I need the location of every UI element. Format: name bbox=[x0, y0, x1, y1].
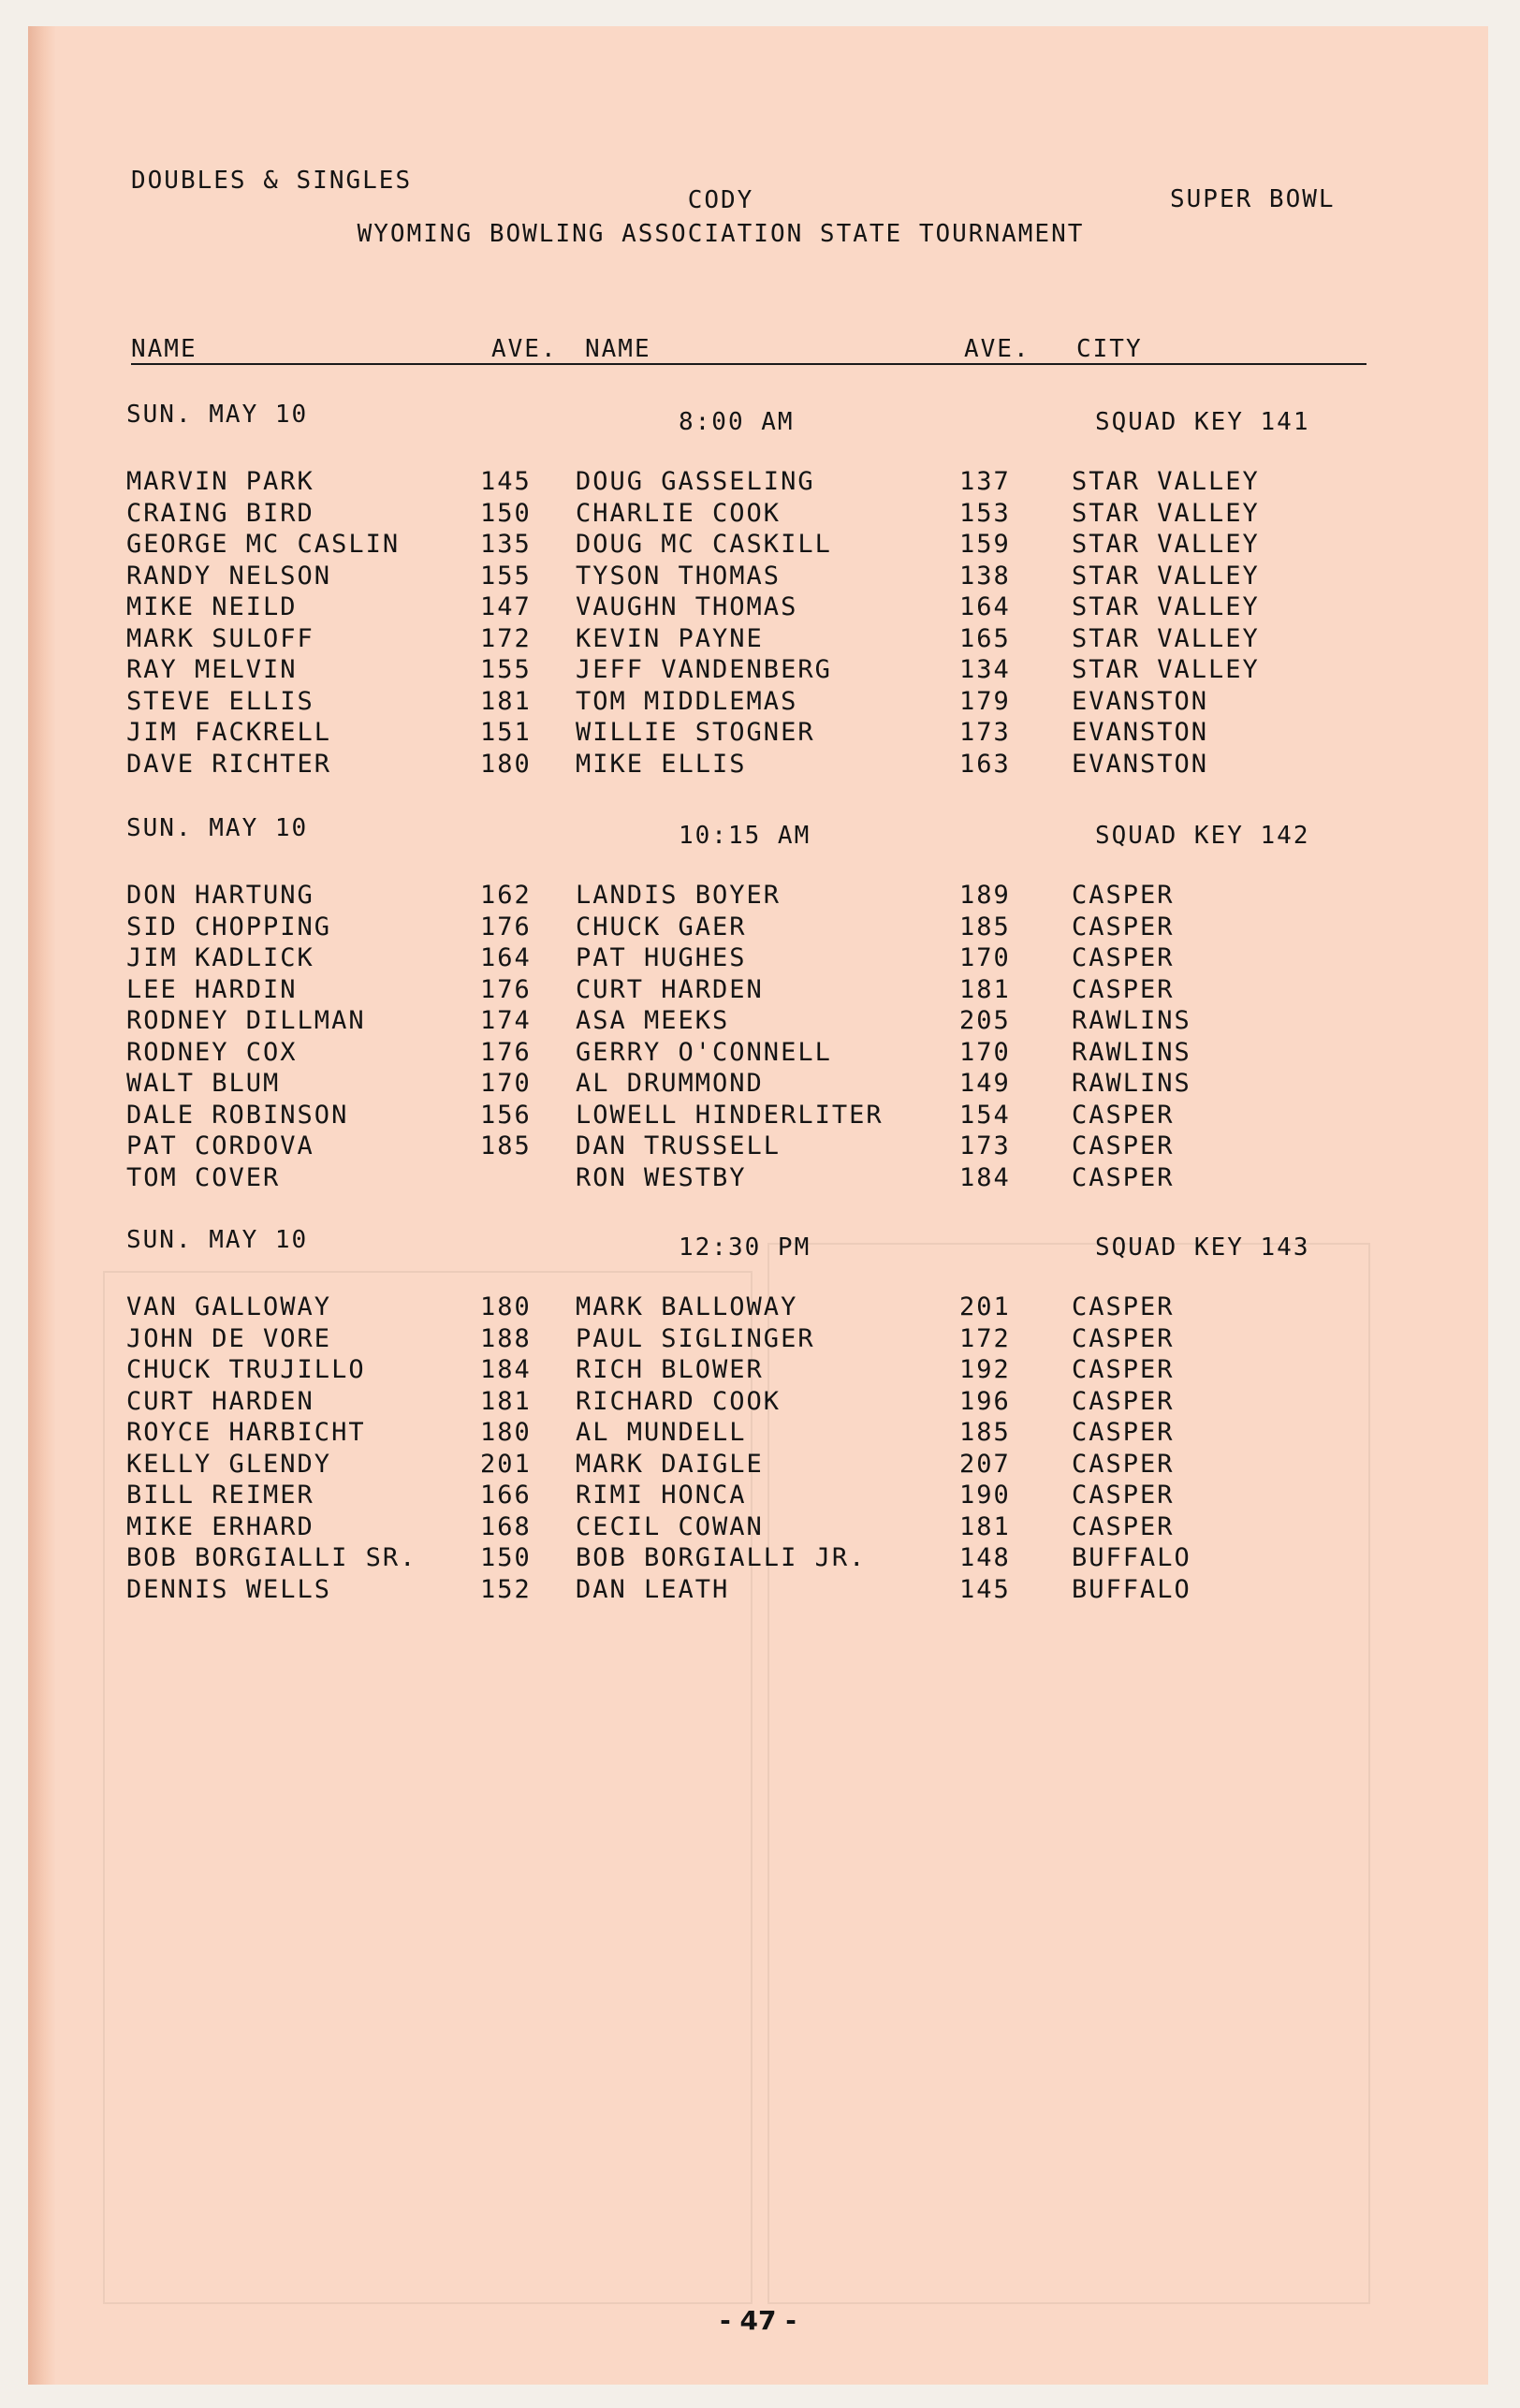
header-venue: SUPER BOWL bbox=[1170, 185, 1336, 213]
team-city: STAR VALLEY bbox=[1072, 561, 1260, 591]
bowler-name-2: MIKE ELLIS bbox=[576, 749, 747, 779]
header-tournament: WYOMING BOWLING ASSOCIATION STATE TOURNAMENT bbox=[357, 220, 1085, 248]
bowler-average-2: 184 bbox=[959, 1162, 1011, 1192]
bowler-average-1: 184 bbox=[480, 1355, 532, 1385]
squad-day: SUN. MAY 10 bbox=[126, 814, 309, 842]
bowler-average-1: 201 bbox=[480, 1449, 532, 1479]
bowler-average-1: 176 bbox=[480, 1037, 532, 1067]
bowler-average-1: 156 bbox=[480, 1100, 532, 1130]
bowler-name-2: ASA MEEKS bbox=[576, 1006, 730, 1036]
team-city: CASPER bbox=[1072, 1449, 1175, 1479]
team-city: CASPER bbox=[1072, 1418, 1175, 1448]
team-city: RAWLINS bbox=[1072, 1006, 1191, 1036]
team-city: CASPER bbox=[1072, 1355, 1175, 1385]
table-row bbox=[126, 1131, 1371, 1162]
team-city: CASPER bbox=[1072, 1481, 1175, 1510]
bowler-average-2: 163 bbox=[959, 749, 1011, 779]
bowler-name-2: BOB BORGIALLI JR. bbox=[576, 1543, 867, 1573]
page-sheet bbox=[28, 26, 1488, 2385]
bowler-average-2: 170 bbox=[959, 943, 1011, 973]
bowler-name-1: BILL REIMER bbox=[126, 1481, 314, 1510]
bowler-name-1: DAVE RICHTER bbox=[126, 749, 332, 779]
table-row bbox=[126, 1037, 1371, 1069]
squad-block bbox=[126, 401, 1371, 780]
bowler-average-2: 201 bbox=[959, 1292, 1011, 1322]
bowler-name-2: DOUG MC CASKILL bbox=[576, 530, 832, 560]
bowler-average-2: 190 bbox=[959, 1481, 1011, 1510]
bowler-average-2: 173 bbox=[959, 1131, 1011, 1161]
team-city: CASPER bbox=[1072, 943, 1175, 973]
bowler-average-1: 172 bbox=[480, 623, 532, 653]
bowler-average-2: 185 bbox=[959, 912, 1011, 941]
bowler-name-1: DALE ROBINSON bbox=[126, 1100, 349, 1130]
squad-block bbox=[126, 814, 1371, 1193]
bowler-name-1: CRAING BIRD bbox=[126, 498, 314, 528]
bowler-average-2: 137 bbox=[959, 467, 1011, 497]
table-row bbox=[126, 466, 1371, 498]
header-event-type: DOUBLES & SINGLES bbox=[131, 167, 413, 195]
bowler-name-1: MARVIN PARK bbox=[126, 467, 314, 497]
table-row bbox=[126, 1323, 1371, 1355]
col-city: CITY bbox=[1076, 335, 1143, 363]
bowler-average-1: 150 bbox=[480, 1543, 532, 1573]
bowler-average-1: 155 bbox=[480, 561, 532, 591]
team-city: EVANSTON bbox=[1072, 718, 1209, 748]
bowler-name-2: GERRY O'CONNELL bbox=[576, 1037, 832, 1067]
bowler-average-1: 176 bbox=[480, 974, 532, 1004]
bowler-name-1: STEVE ELLIS bbox=[126, 686, 314, 716]
bowler-average-1: 188 bbox=[480, 1323, 532, 1353]
bowler-average-2: 170 bbox=[959, 1037, 1011, 1067]
team-city: RAWLINS bbox=[1072, 1037, 1191, 1067]
bowler-name-2: DAN TRUSSELL bbox=[576, 1131, 782, 1161]
bowler-name-2: LOWELL HINDERLITER bbox=[576, 1100, 884, 1130]
bowler-name-2: PAUL SIGLINGER bbox=[576, 1323, 815, 1353]
bowler-name-2: CHARLIE COOK bbox=[576, 498, 782, 528]
table-row bbox=[126, 717, 1371, 749]
table-row bbox=[126, 1574, 1371, 1606]
bowler-name-1: KELLY GLENDY bbox=[126, 1449, 332, 1479]
bowler-average-2: 145 bbox=[959, 1574, 1011, 1604]
squad-key: SQUAD KEY 142 bbox=[1095, 822, 1310, 850]
bowler-average-2: 181 bbox=[959, 974, 1011, 1004]
bowler-name-2: AL DRUMMOND bbox=[576, 1069, 764, 1099]
bowler-average-1: 170 bbox=[480, 1069, 532, 1099]
bowler-average-1: 150 bbox=[480, 498, 532, 528]
bowler-name-2: RIMI HONCA bbox=[576, 1481, 747, 1510]
bowler-average-1: 162 bbox=[480, 881, 532, 911]
team-city: CASPER bbox=[1072, 1386, 1175, 1416]
bowler-name-2: RON WESTBY bbox=[576, 1162, 747, 1192]
bowler-name-1: MIKE NEILD bbox=[126, 592, 298, 622]
table-row bbox=[126, 498, 1371, 530]
bowler-average-2: 207 bbox=[959, 1449, 1011, 1479]
team-city: STAR VALLEY bbox=[1072, 530, 1260, 560]
bowler-name-2: RICH BLOWER bbox=[576, 1355, 764, 1385]
bowler-name-2: WILLIE STOGNER bbox=[576, 718, 815, 748]
bowler-average-1: 180 bbox=[480, 1418, 532, 1448]
bowler-average-2: 165 bbox=[959, 623, 1011, 653]
team-city: STAR VALLEY bbox=[1072, 623, 1260, 653]
bowler-average-1: 181 bbox=[480, 1386, 532, 1416]
bowler-average-1: 174 bbox=[480, 1006, 532, 1036]
bowler-average-1: 180 bbox=[480, 1292, 532, 1322]
col-name-2: NAME bbox=[585, 335, 651, 363]
bowler-average-2: 185 bbox=[959, 1418, 1011, 1448]
bowler-name-1: LEE HARDIN bbox=[126, 974, 298, 1004]
bowler-name-1: RODNEY COX bbox=[126, 1037, 298, 1067]
bowler-name-2: DOUG GASSELING bbox=[576, 467, 815, 497]
bowler-average-1: 180 bbox=[480, 749, 532, 779]
bowler-average-2: 173 bbox=[959, 718, 1011, 748]
bowler-name-1: MIKE ERHARD bbox=[126, 1511, 314, 1541]
col-name-1: NAME bbox=[131, 335, 197, 363]
bowler-name-1: CURT HARDEN bbox=[126, 1386, 314, 1416]
page-number: - 47 - bbox=[720, 2305, 797, 2336]
bowler-name-2: CURT HARDEN bbox=[576, 974, 764, 1004]
bowler-name-2: TOM MIDDLEMAS bbox=[576, 686, 798, 716]
team-city: CASPER bbox=[1072, 1131, 1175, 1161]
bowler-average-2: 205 bbox=[959, 1006, 1011, 1036]
bowler-average-2: 189 bbox=[959, 881, 1011, 911]
team-city: CASPER bbox=[1072, 1162, 1175, 1192]
team-city: STAR VALLEY bbox=[1072, 467, 1260, 497]
table-row bbox=[126, 623, 1371, 655]
team-city: STAR VALLEY bbox=[1072, 592, 1260, 622]
squad-time: 12:30 PM bbox=[679, 1233, 811, 1262]
bowler-average-2: 148 bbox=[959, 1543, 1011, 1573]
bowler-name-1: RAY MELVIN bbox=[126, 655, 298, 685]
team-city: CASPER bbox=[1072, 1323, 1175, 1353]
header-city: CODY bbox=[687, 186, 754, 214]
bowler-name-1: RANDY NELSON bbox=[126, 561, 332, 591]
team-city: BUFFALO bbox=[1072, 1574, 1191, 1604]
squad-heading bbox=[126, 1226, 1371, 1292]
table-row bbox=[126, 749, 1371, 781]
squad-heading bbox=[126, 814, 1371, 880]
bowler-average-2: 149 bbox=[959, 1069, 1011, 1099]
bowler-average-2: 192 bbox=[959, 1355, 1011, 1385]
table-row bbox=[126, 1386, 1371, 1418]
team-city: CASPER bbox=[1072, 974, 1175, 1004]
bowler-name-2: MARK DAIGLE bbox=[576, 1449, 764, 1479]
bowler-average-1: 151 bbox=[480, 718, 532, 748]
squad-heading bbox=[126, 401, 1371, 466]
bowler-name-1: CHUCK TRUJILLO bbox=[126, 1355, 366, 1385]
bowler-name-1: PAT CORDOVA bbox=[126, 1131, 314, 1161]
team-city: STAR VALLEY bbox=[1072, 498, 1260, 528]
bowler-name-1: DENNIS WELLS bbox=[126, 1574, 332, 1604]
header-title bbox=[300, 183, 1142, 251]
bowler-average-2: 196 bbox=[959, 1386, 1011, 1416]
bowler-average-1: 145 bbox=[480, 467, 532, 497]
table-row bbox=[126, 1005, 1371, 1037]
table-row bbox=[126, 654, 1371, 686]
team-city: CASPER bbox=[1072, 1292, 1175, 1322]
bowler-name-1: DON HARTUNG bbox=[126, 881, 314, 911]
bowler-average-2: 164 bbox=[959, 592, 1011, 622]
table-row bbox=[126, 1292, 1371, 1323]
team-city: CASPER bbox=[1072, 912, 1175, 941]
bowler-name-2: AL MUNDELL bbox=[576, 1418, 747, 1448]
squad-key: SQUAD KEY 141 bbox=[1095, 408, 1310, 436]
bowler-name-1: VAN GALLOWAY bbox=[126, 1292, 332, 1322]
squad-time: 10:15 AM bbox=[679, 822, 811, 850]
bowler-average-2: 159 bbox=[959, 530, 1011, 560]
bowler-name-2: DAN LEATH bbox=[576, 1574, 730, 1604]
bowler-name-2: TYSON THOMAS bbox=[576, 561, 782, 591]
bowler-average-1: 164 bbox=[480, 943, 532, 973]
bowler-name-1: JOHN DE VORE bbox=[126, 1323, 332, 1353]
table-row bbox=[126, 1480, 1371, 1511]
bowler-average-1: 166 bbox=[480, 1481, 532, 1510]
bowler-average-1: 152 bbox=[480, 1574, 532, 1604]
table-row bbox=[126, 591, 1371, 623]
bowler-average-1: 176 bbox=[480, 912, 532, 941]
bowler-average-1: 181 bbox=[480, 686, 532, 716]
bowler-name-2: LANDIS BOYER bbox=[576, 881, 782, 911]
col-ave-2: AVE. bbox=[964, 335, 1030, 363]
team-city: RAWLINS bbox=[1072, 1069, 1191, 1099]
team-city: CASPER bbox=[1072, 881, 1175, 911]
team-city: STAR VALLEY bbox=[1072, 655, 1260, 685]
bowler-average-2: 181 bbox=[959, 1511, 1011, 1541]
bowler-average-1: 155 bbox=[480, 655, 532, 685]
table-row bbox=[126, 974, 1371, 1006]
bowler-average-1: 147 bbox=[480, 592, 532, 622]
team-city: BUFFALO bbox=[1072, 1543, 1191, 1573]
squad-time: 8:00 AM bbox=[679, 408, 795, 436]
team-city: CASPER bbox=[1072, 1511, 1175, 1541]
team-city: EVANSTON bbox=[1072, 686, 1209, 716]
bowler-name-2: CHUCK GAER bbox=[576, 912, 747, 941]
table-row bbox=[126, 1100, 1371, 1131]
bowler-name-1: RODNEY DILLMAN bbox=[126, 1006, 366, 1036]
squad-block bbox=[126, 1226, 1371, 1605]
bowler-average-1: 135 bbox=[480, 530, 532, 560]
bowler-average-2: 138 bbox=[959, 561, 1011, 591]
bowler-average-2: 179 bbox=[959, 686, 1011, 716]
bowler-name-1: WALT BLUM bbox=[126, 1069, 281, 1099]
team-city: CASPER bbox=[1072, 1100, 1175, 1130]
bowler-name-1: BOB BORGIALLI SR. bbox=[126, 1543, 417, 1573]
squad-day: SUN. MAY 10 bbox=[126, 1226, 309, 1254]
bowler-name-2: KEVIN PAYNE bbox=[576, 623, 764, 653]
table-row bbox=[126, 686, 1371, 718]
bowler-name-1: JIM KADLICK bbox=[126, 943, 314, 973]
table-row bbox=[126, 1354, 1371, 1386]
bowler-name-1: JIM FACKRELL bbox=[126, 718, 332, 748]
bowler-average-2: 153 bbox=[959, 498, 1011, 528]
bowler-average-2: 154 bbox=[959, 1100, 1011, 1130]
table-row bbox=[126, 529, 1371, 561]
table-row bbox=[126, 880, 1371, 912]
bowler-name-1: ROYCE HARBICHT bbox=[126, 1418, 366, 1448]
bowler-name-1: TOM COVER bbox=[126, 1162, 281, 1192]
bowler-name-2: CECIL COWAN bbox=[576, 1511, 764, 1541]
table-row bbox=[126, 1417, 1371, 1449]
bowler-average-2: 172 bbox=[959, 1323, 1011, 1353]
bowler-average-1: 168 bbox=[480, 1511, 532, 1541]
table-row bbox=[126, 1511, 1371, 1543]
bowler-name-2: MARK BALLOWAY bbox=[576, 1292, 798, 1322]
table-row bbox=[126, 1068, 1371, 1100]
col-ave-1: AVE. bbox=[491, 335, 558, 363]
bowler-name-2: JEFF VANDENBERG bbox=[576, 655, 832, 685]
table-row bbox=[126, 1162, 1371, 1194]
bowler-name-1: MARK SULOFF bbox=[126, 623, 314, 653]
bowler-average-1: 185 bbox=[480, 1131, 532, 1161]
table-row bbox=[126, 561, 1371, 592]
header-rule bbox=[131, 363, 1367, 365]
bowler-name-2: RICHARD COOK bbox=[576, 1386, 782, 1416]
bowler-average-2: 134 bbox=[959, 655, 1011, 685]
table-row bbox=[126, 912, 1371, 943]
bowler-name-2: PAT HUGHES bbox=[576, 943, 747, 973]
bowler-name-1: SID CHOPPING bbox=[126, 912, 332, 941]
table-row bbox=[126, 1449, 1371, 1481]
column-headers bbox=[131, 335, 1367, 372]
bowler-name-1: GEORGE MC CASLIN bbox=[126, 530, 401, 560]
squad-day: SUN. MAY 10 bbox=[126, 401, 309, 429]
table-row bbox=[126, 1542, 1371, 1574]
team-city: EVANSTON bbox=[1072, 749, 1209, 779]
table-row bbox=[126, 942, 1371, 974]
bowler-name-2: VAUGHN THOMAS bbox=[576, 592, 798, 622]
page-spine-shadow bbox=[28, 26, 56, 2385]
squad-key: SQUAD KEY 143 bbox=[1095, 1233, 1310, 1262]
